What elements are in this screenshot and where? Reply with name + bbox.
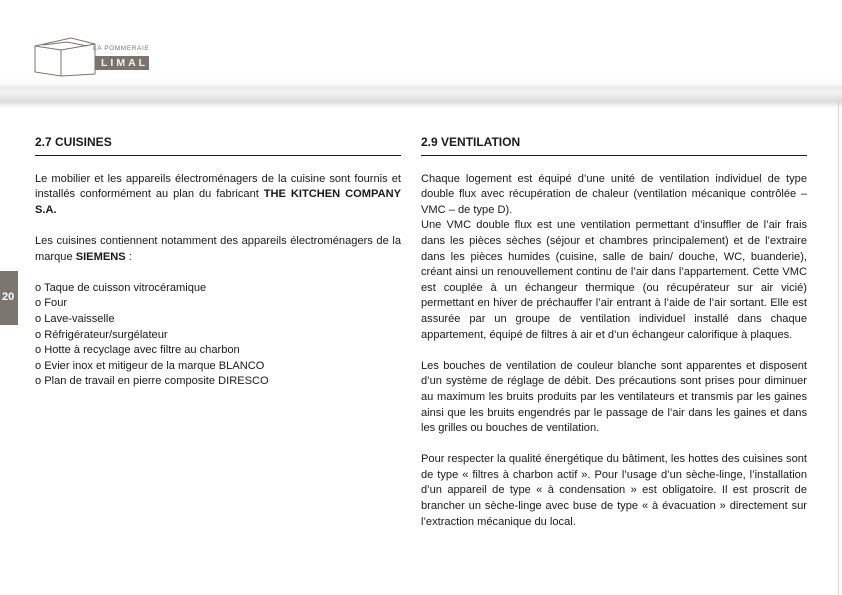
section-title-cuisines: 2.7 CUISINES (35, 135, 401, 156)
section-cuisines (35, 135, 401, 390)
cuisines-brand-text: Les cuisines contiennent notamment des appareils électroménagers de la marque (35, 234, 401, 263)
cuisines-brand (35, 234, 401, 265)
list-item: o Hotte à recyclage avec filtre au charbon (35, 344, 240, 357)
list-item: o Taque de cuisson vitrocéramique (35, 281, 207, 294)
section-title-ventilation: 2.9 VENTILATION (421, 135, 807, 156)
logo-main-text: LIMAL (101, 57, 149, 69)
right-divider (838, 100, 839, 595)
ventilation-paragraph-4: Pour respecter la qualité énergétique du bâtiment, les hottes des cuisines sont de type « filtres à charbon actif ». Pour l’usage d’un sèche-linge, l’installation d’un appareil de type « à condensation » est obligatoire. Il est proscrit de brancher un sèche-linge avec buse de type « à évacuation » directement sur l’extraction mécanique du local. (421, 453, 807, 528)
page-number: 20 (2, 291, 15, 303)
cuisines-brand-tail: : (125, 250, 132, 263)
list-item: o Lave-vaisselle (35, 312, 115, 325)
brand-name: SIEMENS (75, 250, 126, 263)
section-ventilation (421, 135, 807, 546)
list-item: o Evier inox et mitigeur de la marque BLANCO (35, 359, 265, 372)
cuisines-intro (35, 172, 401, 219)
list-item: o Réfrigérateur/surgélateur (35, 328, 168, 341)
cuisines-intro-text: Le mobilier et les appareils électroménagers de la cuisine sont fournis et installés conformément au plan du fabricant (35, 172, 401, 201)
logo-bar (95, 56, 149, 70)
logo (33, 36, 149, 78)
ventilation-paragraph-2: Une VMC double flux est une ventilation permettant d’insuffler de l’air frais dans les pièces sèches (séjour et chambres principalement) et de l’extraire dans les pièces humides (cuisine, salle de bain/ douche, WC, buanderie), créant ainsi un renouvellement continu de l’air dans l’appartement. Cette VMC est couplée à un échangeur thermique (ou récupérateur sur air vicié) permettant en hiver de préchauffer l’air entrant à l’aide de l’air sortant. Elle est assurée par un groupe de ventilation individuel installé dans chaque appartement, équipé de filtres à air et d’un échangeur calorifique à plaques. (421, 219, 807, 341)
list-item: o Plan de travail en pierre composite DIRESCO (35, 375, 269, 388)
appliance-list (35, 281, 401, 390)
ventilation-paragraph-3: Les bouches de ventilation de couleur blanche sont apparentes et disposent d’un système de réglage de débit. Des précautions sont prises pour diminuer au maximum les bruits produits par les ventilateurs et transmis par les gaines ainsi que les bruits engendrés par le passage de l’air dans les gaines et dans les grilles ou bouches de ventilation. (421, 359, 807, 435)
list-item: o Four (35, 297, 68, 310)
page-number-tab (0, 271, 18, 325)
ventilation-paragraph-1: Chaque logement est équipé d’une unité de ventilation individuel de type double flux avec récupération de chaleur (ventilation mécanique contrôlée – VMC – de type D). (421, 172, 807, 216)
logo-small-text: LA POMMERAIE (93, 45, 150, 52)
kitchen-company-name: THE KITCHEN COMPANY S.A. (35, 188, 401, 216)
